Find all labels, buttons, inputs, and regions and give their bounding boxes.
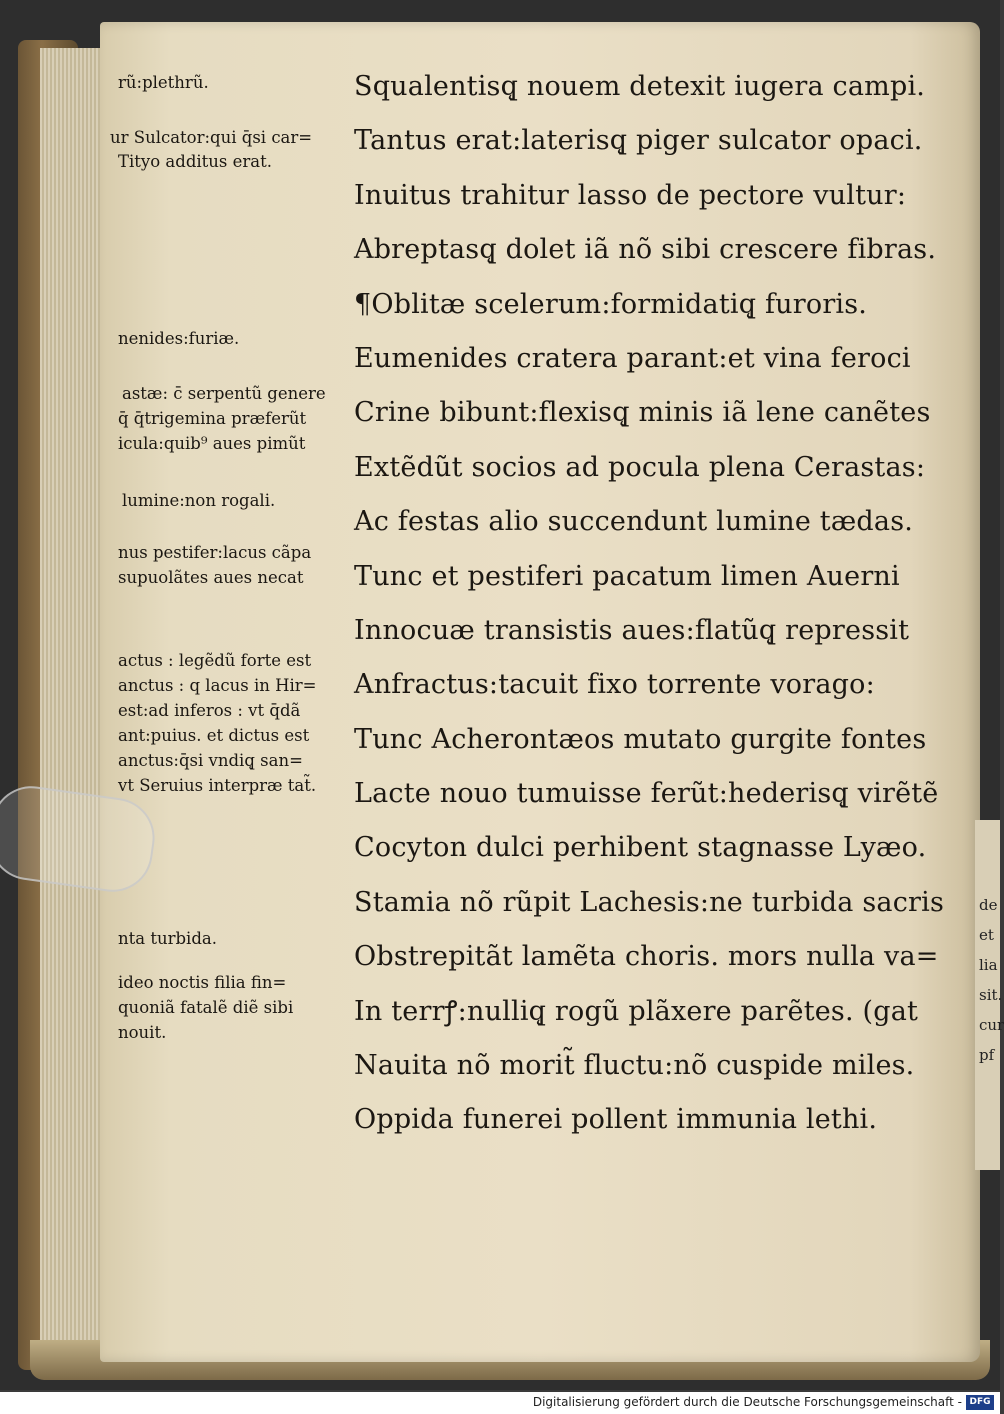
verse-line: Extẽdũt socios ad pocula plena Cerastas: bbox=[354, 451, 926, 483]
verse-line: Anfractus:tacuit fixo torrente vorago: bbox=[354, 669, 875, 701]
margin-gloss: ideo noctis filia fin= bbox=[118, 973, 287, 992]
margin-gloss: rũ:plethrũ. bbox=[118, 73, 209, 92]
verse-line: Obstrepitãt lamẽta choris. mors nulla va= bbox=[354, 941, 939, 973]
facing-page-fragment bbox=[975, 820, 1004, 1170]
fragment-line: cur bbox=[979, 1016, 1004, 1034]
fragment-line: pf bbox=[979, 1046, 995, 1064]
margin-gloss: nenides:furiæ. bbox=[118, 329, 240, 348]
margin-gloss: anctus : q lacus in Hir= bbox=[118, 676, 317, 695]
fragment-line: de bbox=[979, 896, 998, 914]
margin-gloss: Tityo additus erat. bbox=[118, 152, 272, 171]
fragment-line: lia bbox=[979, 956, 998, 974]
footer-bar bbox=[0, 1392, 1000, 1414]
verse-line: In terrꝭ:nulliq̨ rogũ plãxere parẽtes. (gat bbox=[354, 995, 919, 1027]
dfg-logo: DFG bbox=[966, 1395, 994, 1410]
margin-gloss: est:ad inferos : vt q̄dã bbox=[118, 701, 301, 720]
verse-line: Nauita nõ morit̃ fluctu:nõ cuspide miles. bbox=[354, 1050, 915, 1082]
margin-gloss: vt Seruius interpræ tat̃. bbox=[118, 776, 317, 795]
verse-line: Eumenides cratera parant:et vina feroci bbox=[354, 342, 911, 374]
verse-line: Abreptasq̨ dolet iã nõ sibi crescere fibras. bbox=[354, 234, 937, 266]
margin-gloss: nus pestifer:lacus cãpa bbox=[118, 543, 312, 562]
margin-gloss: quoniã fatalẽ diẽ sibi bbox=[118, 998, 294, 1017]
fragment-line: et bbox=[979, 926, 994, 944]
margin-gloss: nta turbida. bbox=[118, 929, 217, 948]
verse-line: Inuitus trahitur lasso de pectore vultur: bbox=[354, 179, 907, 211]
fragment-line: sit. bbox=[979, 986, 1003, 1004]
verse-line: Tantus erat:laterisq̨ piger sulcator opaci. bbox=[354, 125, 923, 157]
verse-line: Tunc Acherontæos mutato gurgite fontes bbox=[354, 723, 927, 755]
verse-text-block bbox=[354, 60, 954, 1148]
verse-line: Stamia nõ rũpit Lachesis:ne turbida sacris bbox=[354, 886, 945, 918]
margin-gloss: supuolãtes aues necat bbox=[118, 568, 304, 587]
margin-gloss: astæ: c̄ serpentũ genere bbox=[122, 384, 326, 403]
margin-gloss: ant:puius. et dictus est bbox=[118, 726, 310, 745]
verse-line: Lacte nouo tumuisse ferũt:hederisq̨ virẽtẽ bbox=[354, 778, 939, 810]
margin-gloss: actus : legẽdũ forte est bbox=[118, 651, 312, 670]
footer-credit: Digitalisierung gefördert durch die Deutsche Forschungsgemeinschaft - bbox=[532, 1395, 962, 1409]
verse-line: Tunc et pestiferi pacatum limen Auerni bbox=[354, 560, 900, 592]
verse-line: ¶Oblitæ scelerum:formidatiq̨ furoris. bbox=[354, 288, 868, 320]
verse-line: Oppida funerei pollent immunia lethi. bbox=[354, 1104, 878, 1136]
margin-gloss: anctus:q̄si vndiq̨ san= bbox=[118, 751, 303, 770]
verse-line: Ac festas alio succendunt lumine tædas. bbox=[354, 506, 914, 538]
verse-line: Innocuæ transistis aues:flatũq̨ repressit bbox=[354, 614, 910, 646]
margin-gloss: ur Sulcator:qui q̄si car= bbox=[110, 128, 313, 147]
margin-gloss: nouit. bbox=[118, 1023, 167, 1042]
margin-gloss: q̄ q̄trigemina præferũt bbox=[118, 409, 307, 428]
verse-line: Cocyton dulci perhibent stagnasse Lyæo. bbox=[354, 832, 927, 864]
margin-gloss: lumine:non rogali. bbox=[122, 491, 276, 510]
verse-line: Crine bibunt:flexisq̨ minis iã lene canẽtes bbox=[354, 397, 931, 429]
verse-line: Squalentisq̨ nouem detexit iugera campi. bbox=[354, 71, 926, 102]
margin-gloss: icula:quib⁹ aues pimũt bbox=[118, 434, 306, 453]
